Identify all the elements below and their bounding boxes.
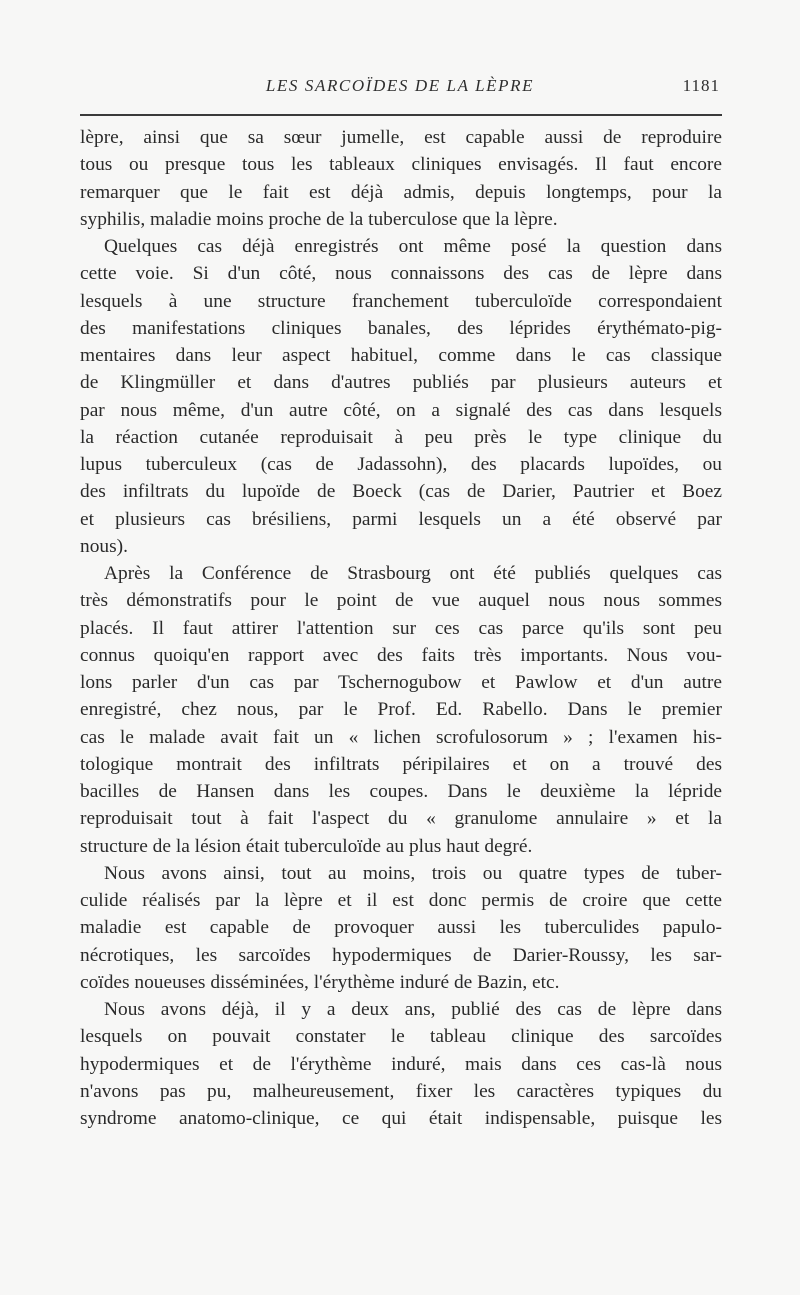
text-line: lesquels à une structure franchement tuberculoïde correspondaient bbox=[80, 290, 722, 312]
text-line: nous). bbox=[80, 535, 128, 557]
text-line: Nous avons déjà, il y a deux ans, publié des cas de lèpre dans bbox=[104, 999, 722, 1020]
text-line: enregistré, chez nous, par le Prof. Ed. Rabello. Dans le premier bbox=[80, 699, 722, 721]
text-line: par nous même, d'un autre côté, on a signalé des cas dans lesquels bbox=[80, 399, 722, 421]
header-rule bbox=[80, 114, 722, 116]
text-line: bacilles de Hansen dans les coupes. Dans le deuxième la lépride bbox=[80, 781, 722, 802]
text-line: placés. Il faut attirer l'attention sur ces cas parce qu'ils sont peu bbox=[80, 617, 722, 639]
text-line: connus quoiqu'en rapport avec des faits très importants. Nous vou- bbox=[80, 644, 722, 666]
text-line: tous ou presque tous les tableaux cliniques envisagés. Il faut encore bbox=[80, 154, 722, 176]
text-line: de Klingmüller et dans d'autres publiés par plusieurs auteurs et bbox=[80, 372, 722, 394]
text-line: coïdes noueuses disséminées, l'érythème induré de Bazin, etc. bbox=[80, 971, 560, 993]
text-line: culide réalisés par la lèpre et il est donc permis de croire que cette bbox=[80, 890, 722, 911]
text-line: tologique montrait des infiltrats péripilaires et on a trouvé des bbox=[80, 753, 722, 775]
text-line: Après la Conférence de Strasbourg ont été publiés quelques cas bbox=[104, 563, 722, 584]
running-head bbox=[80, 76, 720, 102]
text-line: syphilis, maladie moins proche de la tuberculose que la lèpre. bbox=[80, 208, 558, 230]
text-line: hypodermiques et de l'érythème induré, mais dans ces cas-là nous bbox=[80, 1053, 722, 1075]
text-line: n'avons pas pu, malheureusement, fixer les caractères typiques du bbox=[80, 1080, 722, 1102]
text-line: lesquels on pouvait constater le tableau clinique des sarcoïdes bbox=[80, 1026, 722, 1048]
text-line: syndrome anatomo-clinique, ce qui était indispensable, puisque les bbox=[80, 1108, 722, 1129]
text-line: et plusieurs cas brésiliens, parmi lesquels un a été observé par bbox=[80, 508, 722, 530]
text-line: maladie est capable de provoquer aussi les tuberculides papulo- bbox=[80, 917, 722, 939]
text-line: mentaires dans leur aspect habituel, comme dans le cas classique bbox=[80, 345, 722, 366]
text-line: Quelques cas déjà enregistrés ont même posé la question dans bbox=[104, 236, 722, 257]
text-line: cette voie. Si d'un côté, nous connaissons des cas de lèpre dans bbox=[80, 263, 722, 285]
running-title: LES SARCOÏDES DE LA LÈPRE bbox=[265, 76, 535, 95]
text-line: lons parler d'un cas par Tschernogubow et Pawlow et d'un autre bbox=[80, 672, 722, 693]
text-line: lupus tuberculeux (cas de Jadassohn), des placards lupoïdes, ou bbox=[80, 454, 722, 475]
text-line: cas le malade avait fait un « lichen scrofulosorum » ; l'examen his- bbox=[80, 726, 722, 748]
text-line: des infiltrats du lupoïde de Boeck (cas de Darier, Pautrier et Boez bbox=[80, 481, 722, 503]
text-line: très démonstratifs pour le point de vue auquel nous nous sommes bbox=[80, 590, 722, 612]
text-line: reproduisait tout à fait l'aspect du « granulome annulaire » et la bbox=[80, 808, 722, 830]
text-line: des manifestations cliniques banales, des léprides érythémato-pig- bbox=[80, 317, 722, 339]
page-number: 1181 bbox=[682, 76, 720, 95]
text-line: structure de la lésion était tuberculoïde au plus haut degré. bbox=[80, 835, 533, 857]
text-line: lèpre, ainsi que sa sœur jumelle, est capable aussi de reproduire bbox=[80, 127, 722, 148]
body-text bbox=[80, 124, 722, 1132]
text-line: Nous avons ainsi, tout au moins, trois ou quatre types de tuber- bbox=[104, 862, 722, 884]
text-line: la réaction cutanée reproduisait à peu près le type clinique du bbox=[80, 426, 722, 448]
text-line: remarquer que le fait est déjà admis, depuis longtemps, pour la bbox=[80, 181, 722, 203]
text-line: nécrotiques, les sarcoïdes hypodermiques de Darier-Roussy, les sar- bbox=[80, 944, 722, 966]
